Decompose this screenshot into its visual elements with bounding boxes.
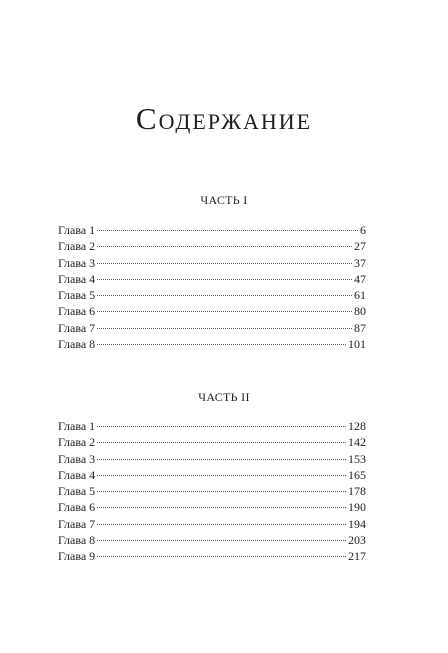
chapter-label: Глава 1 [58,419,96,433]
page-number: 217 [348,549,366,564]
page-number: 47 [354,271,366,286]
chapter-label: Глава 3 [58,451,96,466]
dot-leader [97,459,346,460]
chapter-label: Глава 7 [58,320,96,335]
chapter-label: Глава 5 [58,484,96,499]
part-2-chapter-list [58,418,366,565]
chapter-label: Глава 5 [58,288,96,303]
toc-entry[interactable] [58,271,366,287]
chapter-label: Глава 4 [58,271,96,286]
toc-entry[interactable] [58,287,366,303]
part-1-heading: ЧАСТЬ I [200,193,248,207]
dot-leader [97,230,358,231]
page-number: 101 [348,337,366,352]
chapter-label: Глава 8 [58,337,96,352]
part-1-chapter-list [58,222,366,352]
chapter-label: Глава 4 [58,467,96,482]
page-number: 27 [354,239,366,254]
chapter-label: Глава 2 [58,435,96,450]
page-number: 178 [348,484,366,499]
page-number: 128 [348,419,366,433]
page-number: 194 [348,516,366,531]
toc-entry[interactable] [58,320,366,336]
toc-entry[interactable] [58,483,366,499]
dot-leader [97,328,352,329]
page-number: 165 [348,467,366,482]
toc-entry[interactable] [58,467,366,483]
toc-entry[interactable] [58,499,366,515]
dot-leader [97,556,346,557]
toc-entry[interactable] [58,222,366,238]
page-number: 37 [354,255,366,270]
toc-entry[interactable] [58,418,366,434]
dot-leader [97,295,352,296]
dot-leader [97,344,346,345]
page-number: 142 [348,435,366,450]
page-number: 203 [348,533,366,548]
dot-leader [97,279,352,280]
toc-entry[interactable] [58,532,366,548]
dot-leader [97,491,346,492]
dot-leader [97,507,346,508]
toc-entry[interactable] [58,303,366,319]
part-2-heading: ЧАСТЬ II [198,390,250,404]
toc-entry[interactable] [58,238,366,254]
toc-entry[interactable] [58,255,366,271]
toc-entry[interactable] [58,434,366,450]
chapter-label: Глава 9 [58,549,96,564]
page-number: 190 [348,500,366,515]
chapter-label: Глава 2 [58,239,96,254]
page-title: Содержание [135,100,313,136]
chapter-label: Глава 6 [58,304,96,319]
dot-leader [97,540,346,541]
dot-leader [97,246,352,247]
chapter-label: Глава 7 [58,516,96,531]
dot-leader [97,311,352,312]
chapter-label: Глава 8 [58,533,96,548]
toc-entry[interactable] [58,451,366,467]
toc-entry[interactable] [58,548,366,564]
toc-entry[interactable] [58,336,366,352]
dot-leader [97,426,346,427]
chapter-label: Глава 6 [58,500,96,515]
dot-leader [97,524,346,525]
dot-leader [97,475,346,476]
dot-leader [97,263,352,264]
dot-leader [97,442,346,443]
chapter-label: Глава 3 [58,255,96,270]
page-number: 153 [348,451,366,466]
page-number: 6 [360,223,366,237]
toc-entry[interactable] [58,516,366,532]
chapter-label: Глава 1 [58,223,96,237]
page-number: 87 [354,320,366,335]
page-number: 61 [354,288,366,303]
page-number: 80 [354,304,366,319]
